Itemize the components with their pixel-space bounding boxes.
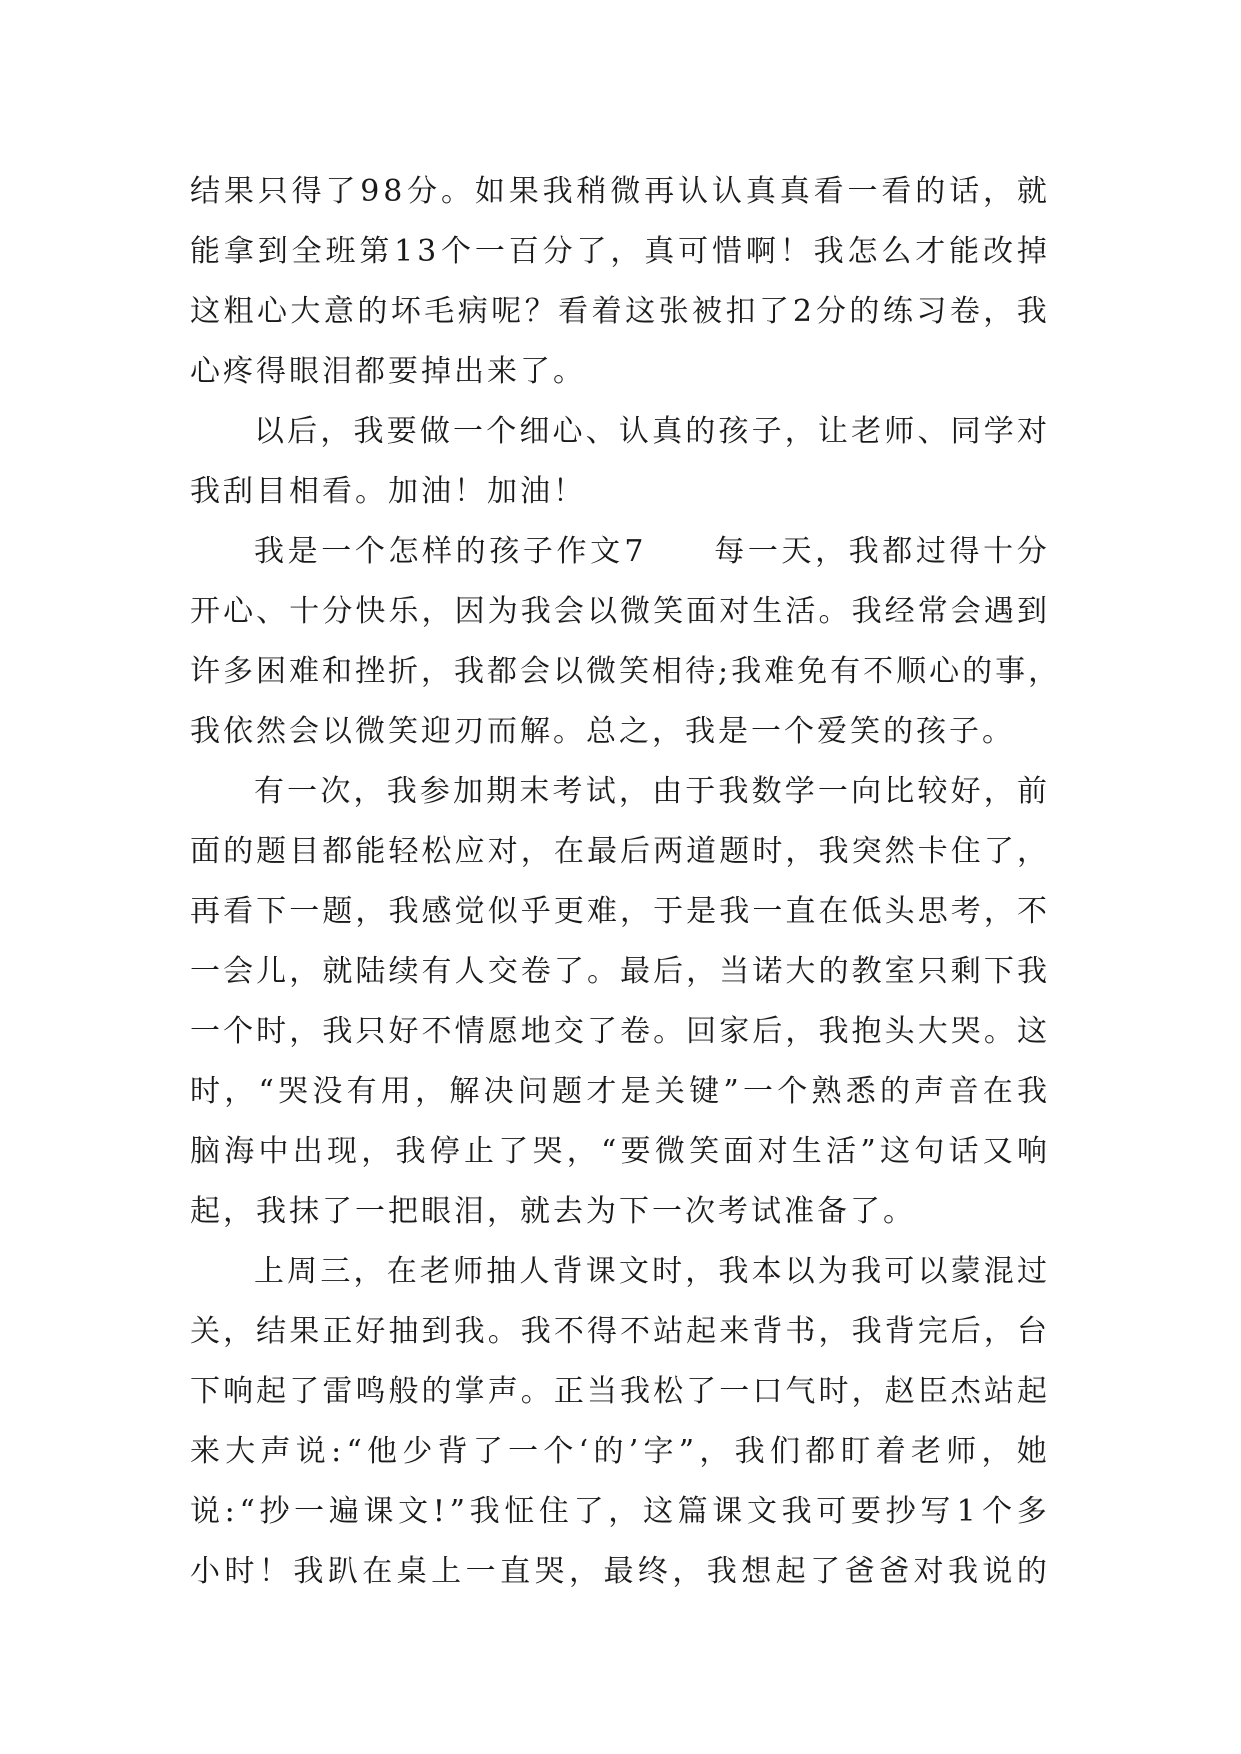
text-line: 许 多 困 难 和 挫 折 ， 我 都 会 以 微 笑 相 待 ; 我 难 免 有 不 顺 心 的 事 ， [190,654,1062,689]
text-line: 一 个 时 ， 我 只 好 不 情 愿 地 交 了 卷 。 回 家 后 ， 我 抱 头 大 哭 。 这 [190,1014,1050,1049]
text-line: 心疼得眼泪都要掉出来了。 [190,354,586,389]
text-line: 起，我抹了一把眼泪，就去为下一次考试准备了。 [190,1194,916,1229]
text-line: 有 一 次 ， 我 参 加 期 末 考 试 ， 由 于 我 数 学 一 向 比 较 好 ， 前 [254,774,1050,809]
text-line: 能 拿 到 全 班 第 1 3 个 一 百 分 了 ， 真 可 惜 啊 ！ 我 怎 么 才 能 改 掉 [190,234,1050,269]
text-line: 以 后 ， 我 要 做 一 个 细 心 、 认 真 的 孩 子 ， 让 老 师 、 同 学 对 [254,414,1050,449]
text-line: 小 时 ！ 我 趴 在 桌 上 一 直 哭 ， 最 终 ， 我 想 起 了 爸 爸 对 我 说 的 [190,1554,1050,1589]
text-line: 我 是 一 个 怎 样 的 孩 子 作 文 7 每 一 天 ， 我 都 过 得 十 分 [254,534,1050,569]
text-line: 这 粗 心 大 意 的 坏 毛 病 呢 ？ 看 着 这 张 被 扣 了 2 分 的 练 习 卷 ， 我 [190,294,1050,329]
text-line: 时 ， “ 哭 没 有 用 ， 解 决 问 题 才 是 关 键 ” 一 个 熟 悉 的 声 音 在 我 [190,1074,1050,1109]
text-line: 关 ， 结 果 正 好 抽 到 我 。 我 不 得 不 站 起 来 背 书 ， 我 背 完 后 ， 台 [190,1314,1050,1349]
text-line: 来 大 声 说 : “ 他 少 背 了 一 个 ‘ 的 ’ 字 ” ， 我 们 都 盯 着 老 师 ， 她 [190,1434,1050,1469]
text-line: 上 周 三 ， 在 老 师 抽 人 背 课 文 时 ， 我 本 以 为 我 可 以 蒙 混 过 [254,1254,1050,1289]
text-line: 开 心 、 十 分 快 乐 ， 因 为 我 会 以 微 笑 面 对 生 活 。 我 经 常 会 遇 到 [190,594,1050,629]
text-line: 再 看 下 一 题 ， 我 感 觉 似 乎 更 难 ， 于 是 我 一 直 在 低 头 思 考 ， 不 [190,894,1050,929]
text-line: 下 响 起 了 雷 鸣 般 的 掌 声 。 正 当 我 松 了 一 口 气 时 ， 赵 臣 杰 站 起 [190,1374,1050,1409]
document-body [190,162,1062,1602]
text-line: 说 : “ 抄 一 遍 课 文 ! ” 我 怔 住 了 ， 这 篇 课 文 我 可 要 抄 写 1 个 多 [190,1494,1050,1529]
text-line: 我依然会以微笑迎刃而解。总之，我是一个爱笑的孩子。 [190,714,1015,749]
text-line: 结 果 只 得 了 9 8 分 。 如 果 我 稍 微 再 认 认 真 真 看 一 看 的 话 ， 就 [190,174,1050,209]
text-line: 面 的 题 目 都 能 轻 松 应 对 ， 在 最 后 两 道 题 时 ， 我 突 然 卡 住 了 ， [190,834,1050,869]
text-line: 我刮目相看。加油！加油！ [190,474,586,509]
text-line: 一 会 儿 ， 就 陆 续 有 人 交 卷 了 。 最 后 ， 当 诺 大 的 教 室 只 剩 下 我 [190,954,1050,989]
text-line: 脑 海 中 出 现 ， 我 停 止 了 哭 ， “ 要 微 笑 面 对 生 活 ” 这 句 话 又 响 [190,1134,1050,1169]
